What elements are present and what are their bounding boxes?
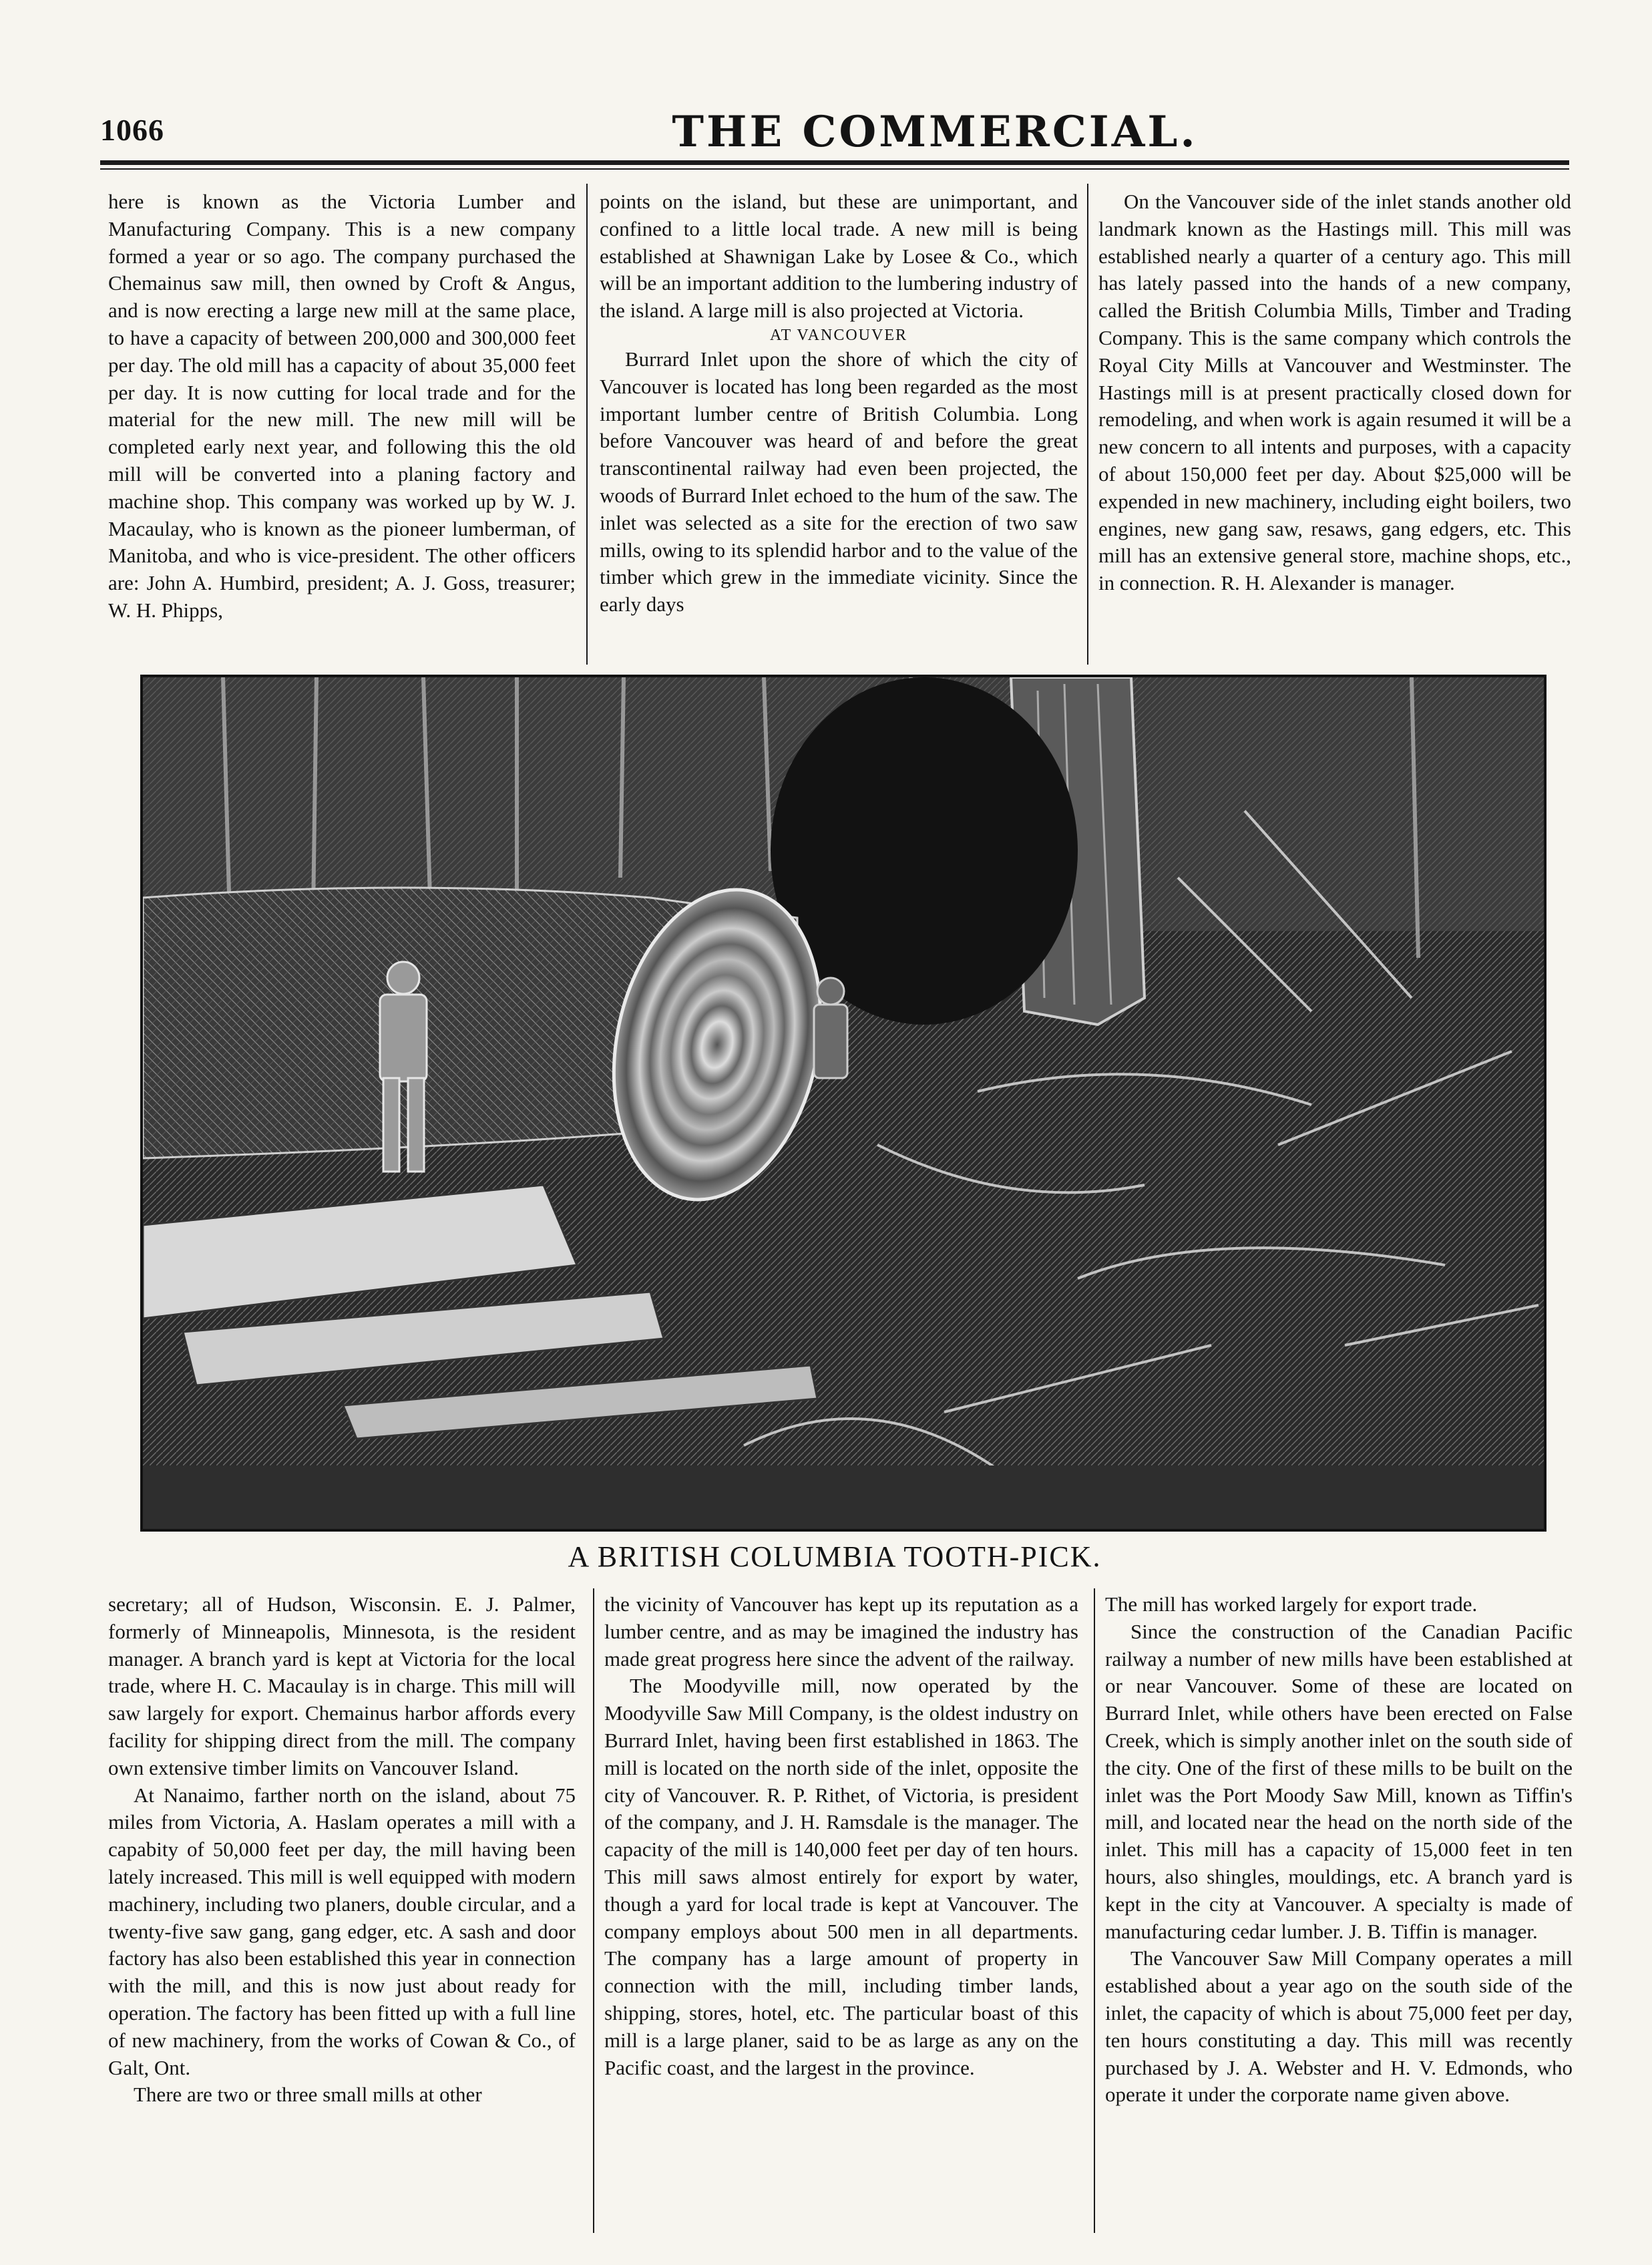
- section-subhead: AT VANCOUVER: [769, 326, 908, 344]
- article-column-top-2: [600, 188, 1078, 666]
- page-header: [100, 107, 1569, 160]
- column-divider: [1094, 1588, 1095, 2233]
- paragraph: At Nanaimo, farther north on the island, about 75 miles from Victoria, A. Haslam operates a mill with a capabity of 50,000 feet per day, the mill having been lately increased. This mill is well equipped with modern machinery, including two planers, double circular, and a twenty-five saw gang, gang edger, etc. A sash and door factory has also been established this year in connection with the mill, and this is now just about ready for operation. The factory has been fitted up with a full line of new machinery, from the works of Cowan & Co., of Galt, Ont.: [108, 1783, 576, 2079]
- paragraph: On the Vancouver side of the inlet stands another old landmark known as the Hastings mill. This mill was established nearly a quarter of a century ago. This mill has lately passed into the hands of a new company, called the British Columbia Mills, Timber and Trading Company. This is the same company which controls the Royal City Mills at Vancouver and Westminster. The Hastings mill is at present practically closed down for remodeling, and when work is again resumed it will be a new concern to all intents and purposes, with a capacity of about 150,000 feet per day. About $25,000 will be expended in new machinery, including eight boilers, two engines, new gang saw, resaws, gang edgers, etc. This mill has an extensive general store, machine shops, etc., in connection. R. H. Alexander is manager.: [1098, 190, 1571, 595]
- paragraph: the vicinity of Vancouver has kept up its reputation as a lumber centre, and as may be imagined the industry has made great progress here since the advent of the railway.: [604, 1592, 1078, 1671]
- masthead-title: THE COMMERCIAL.: [672, 107, 1198, 157]
- column-divider: [586, 184, 588, 665]
- paragraph: Since the construction of the Canadian Pacific railway a number of new mills have been established at or near Vancouver. Some of these are located on Burrard Inlet, while others have been erected on False Creek, which is simply another inlet on the south side of the city. One of the first of these mills to be built on the inlet was the Port Moody Saw Mill, known as Tiffin's mill, and located near the head on the north side of the inlet. This mill has a capacity of 15,000 feet in ten hours, also shingles, mouldings, etc. A branch yard is kept in the city at Vancouver. A specialty is made of manufacturing cedar lumber. J. B. Tiffin is manager.: [1105, 1619, 1573, 1943]
- page-number: 1066: [100, 113, 164, 147]
- header-rule-thin: [100, 168, 1569, 170]
- paragraph: The Vancouver Saw Mill Company operates a mill established about a year ago on the south side of the inlet, the capacity of which is about 75,000 feet per day, ten hours constituting a day. This mill was recently purchased by J. A. Webster and H. V. Edmonds, who operate it under the corporate name given above.: [1105, 1946, 1573, 2107]
- article-column-top-1: [108, 188, 576, 666]
- paragraph: points on the island, but these are unimportant, and confined to a little local trade. A new mill is being established at Shawnigan Lake by Losee & Co., which will be an important addition to the lumbering industry of the island. A large mill is also projected at Victoria.: [600, 190, 1078, 323]
- paragraph: Burrard Inlet upon the shore of which the city of Vancouver is located has long been regarded as the most important lumber centre of British Columbia. Long before Vancouver was heard of and before the great transcontinental railway had even been projected, the woods of Burrard Inlet echoed to the hum of the saw. The inlet was selected as a site for the erection of two saw mills, owing to its splendid harbor and to the value of the timber which grew in the immediate vicinity. Since the early days: [600, 347, 1078, 617]
- article-column-bottom-1: [108, 1591, 576, 2232]
- paragraph: secretary; all of Hudson, Wisconsin. E. J. Palmer, formerly of Minneapolis, Minnesota, is the resident manager. A branch yard is kept at Victoria for the local trade, where H. C. Macaulay is in charge. This mill will saw largely for export. Chemainus harbor affords every facility for shipping direct from the mill. The company own extensive timber limits on Vancouver Island.: [108, 1592, 576, 1779]
- article-column-bottom-2: [604, 1591, 1078, 2232]
- engraving-image: [143, 677, 1544, 1529]
- paragraph: The mill has worked largely for export trade.: [1105, 1592, 1478, 1616]
- illustration-caption: A BRITISH COLUMBIA TOOTH-PICK.: [568, 1540, 1102, 1573]
- paragraph: The Moodyville mill, now operated by the Moodyville Saw Mill Company, is the oldest industry on Burrard Inlet, having been first established in 1863. The mill is located on the north side of the inlet, opposite the city of Vancouver. R. P. Rithet, of Victoria, is president of the company, and J. H. Ramsdale is the manager. The capacity of the mill is 140,000 feet per day of ten hours. This mill saws almost entirely for export by water, though a yard for local trade is kept at Vancouver. The company employs about 500 men in all departments. The company has a large amount of property in connection with the mill, including timber lands, shipping, stores, hotel, etc. The particular boast of this mill is a large planer, said to be as large as any on the Pacific coast, and the largest in the province.: [604, 1674, 1078, 2079]
- column-divider: [593, 1588, 594, 2233]
- article-column-top-3: [1098, 188, 1571, 666]
- header-rule: [100, 160, 1569, 165]
- illustration-felled-tree: [140, 675, 1546, 1532]
- column-divider: [1087, 184, 1088, 665]
- paragraph: There are two or three small mills at other: [134, 2083, 482, 2107]
- paragraph: here is known as the Victoria Lumber and Manufacturing Company. This is a new company formed a year or so ago. The company purchased the Chemainus saw mill, then owned by Croft & Angus, and is now erecting a large new mill at the same place, to have a capacity of between 200,000 and 300,000 feet per day. The old mill has a capacity of about 35,000 feet per day. It is now cutting for local trade and for the material for the new mill. The new mill will be completed early next year, and following this the old mill will be converted into a planing factory and machine shop. This company was worked up by W. J. Macaulay, who is known as the pioneer lumberman, of Manitoba, and who is vice-president. The other officers are: John A. Humbird, president; A. J. Goss, treasurer; W. H. Phipps,: [108, 190, 576, 622]
- article-column-bottom-3: [1105, 1591, 1573, 2232]
